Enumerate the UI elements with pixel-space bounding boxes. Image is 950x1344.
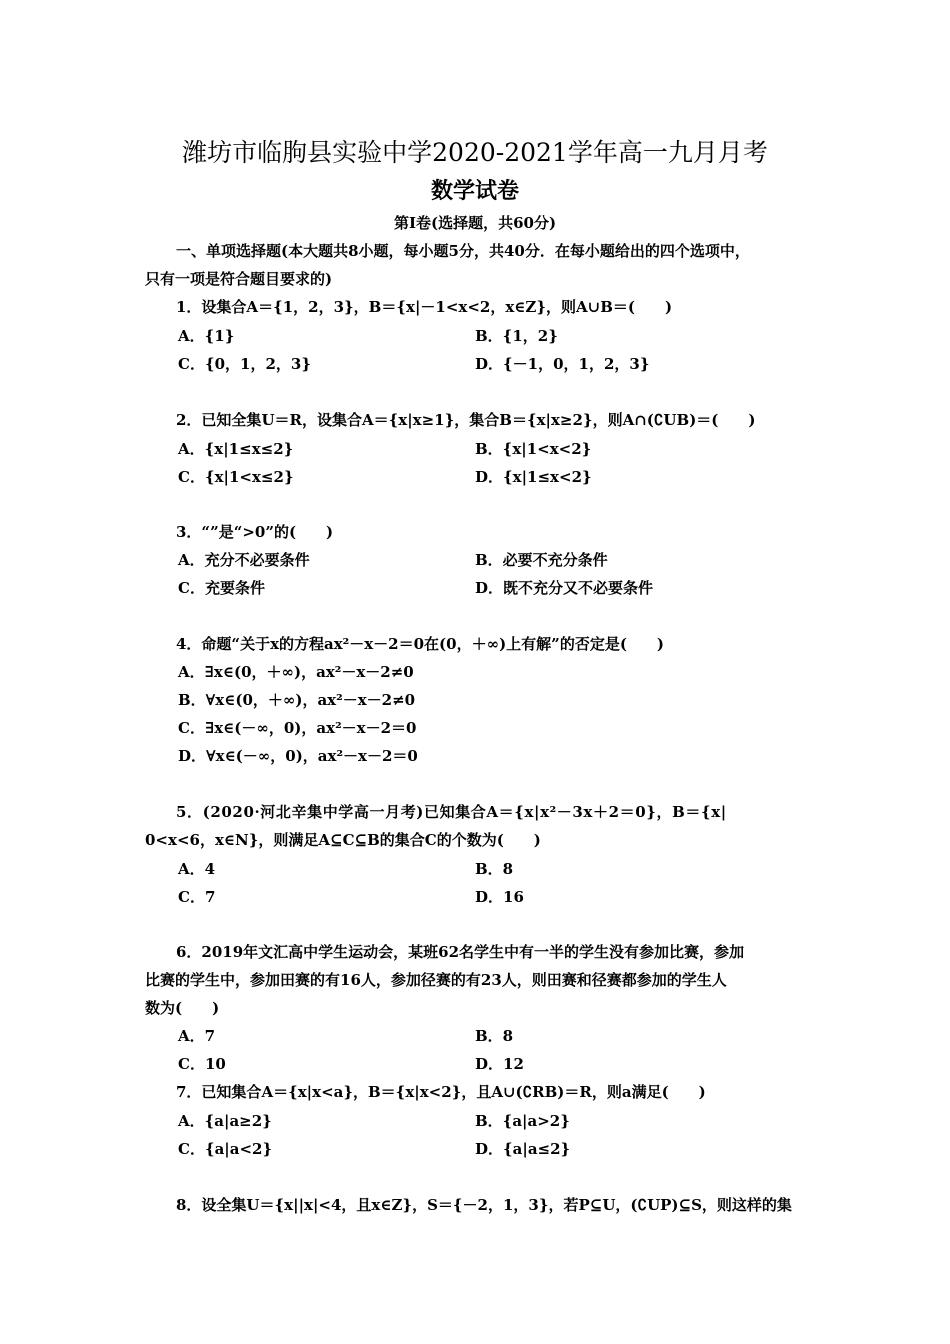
- question-7-option-b: B．{a|a>2}: [475, 1112, 570, 1130]
- question-5-option-a: A．4: [178, 860, 216, 878]
- question-4-option-c: C．∃x∈(－∞，0)，ax²－x－2＝0: [178, 719, 417, 737]
- exam-subtitle: 数学试卷: [430, 178, 519, 204]
- question-4-option-d: D．∀x∈(－∞，0)，ax²－x－2＝0: [178, 747, 418, 765]
- question-7-option-d: D．{a|a≤2}: [475, 1140, 571, 1158]
- question-5-option-b: B．8: [475, 860, 514, 878]
- question-8-stem: 8．设全集U＝{x||x|<4，且x∈Z}，S＝{－2，1，3}，若P⊆U，(∁UP)⊆S，则这样的集: [176, 1196, 792, 1214]
- question-6-stem-line1: 6．2019年文汇高中学生运动会，某班62名学生中有一半的学生没有参加比赛，参加: [176, 943, 745, 961]
- question-6-option-a: A．7: [178, 1027, 216, 1045]
- question-3-option-b: B．必要不充分条件: [475, 551, 608, 569]
- question-3-option-a: A．充分不必要条件: [178, 551, 310, 569]
- part-instructions-line1: 一、单项选择题(本大题共8小题，每小题5分，共40分．在每小题给出的四个选项中，: [176, 242, 750, 260]
- question-5-option-d: D．16: [475, 888, 524, 906]
- section-heading: 第Ⅰ卷(选择题，共60分): [393, 214, 557, 232]
- question-3-option-d: D．既不充分又不必要条件: [475, 579, 654, 597]
- question-2-stem: 2．已知全集U＝R，设集合A＝{x|x≥1}，集合B＝{x|x≥2}，则A∩(∁UB)＝( ): [176, 411, 756, 429]
- part-instructions-line2: 只有一项是符合题目要求的): [145, 270, 333, 288]
- question-5-stem-line2: 0<x<6，x∈N}，则满足A⊆C⊆B的集合C的个数为( ): [145, 831, 541, 849]
- question-2-option-a: A．{x|1≤x≤2}: [178, 440, 294, 458]
- question-1-option-b: B．{1，2}: [475, 327, 558, 345]
- question-3-stem: 3．“”是“>0”的( ): [176, 523, 334, 541]
- question-4-stem: 4．命题“关于x的方程ax²－x－2＝0在(0，＋∞)上有解”的否定是( ): [176, 635, 665, 653]
- question-5-option-c: C．7: [178, 888, 216, 906]
- question-4-option-a: A．∃x∈(0，＋∞)，ax²－x－2≠0: [178, 663, 414, 681]
- question-1-option-c: C．{0，1，2，3}: [178, 355, 311, 373]
- question-6-option-b: B．8: [475, 1027, 514, 1045]
- question-7-stem: 7．已知集合A＝{x|x<a}，B＝{x|x<2}，且A∪(∁RB)＝R，则a满足( ): [176, 1083, 706, 1101]
- question-7-option-a: A．{a|a≥2}: [178, 1112, 272, 1130]
- question-2-option-c: C．{x|1<x≤2}: [178, 468, 294, 486]
- question-1-stem: 1．设集合A＝{1，2，3}，B＝{x|－1<x<2，x∈Z}，则A∪B＝( ): [176, 298, 673, 316]
- question-6-stem-line2: 比赛的学生中，参加田赛的有16人，参加径赛的有23人，则田赛和径赛都参加的学生人: [145, 971, 727, 989]
- question-5-stem-line1: 5．(2020·河北辛集中学高一月考)已知集合A＝{x|x²－3x＋2＝0}，B＝{x|: [176, 803, 727, 821]
- question-6-option-d: D．12: [475, 1055, 524, 1073]
- question-3-option-c: C．充要条件: [178, 579, 265, 597]
- question-6-option-c: C．10: [178, 1055, 226, 1073]
- question-4-option-b: B．∀x∈(0，＋∞)，ax²－x－2≠0: [178, 691, 416, 709]
- exam-title: 潍坊市临朐县实验中学2020-2021学年高一九月月考: [182, 138, 768, 167]
- question-2-option-b: B．{x|1<x<2}: [475, 440, 592, 458]
- question-1-option-a: A．{1}: [178, 327, 235, 345]
- question-2-option-d: D．{x|1≤x<2}: [475, 468, 592, 486]
- question-7-option-c: C．{a|a<2}: [178, 1140, 273, 1158]
- question-1-option-d: D．{－1，0，1，2，3}: [475, 355, 650, 373]
- question-6-stem-line3: 数为( ): [145, 999, 220, 1017]
